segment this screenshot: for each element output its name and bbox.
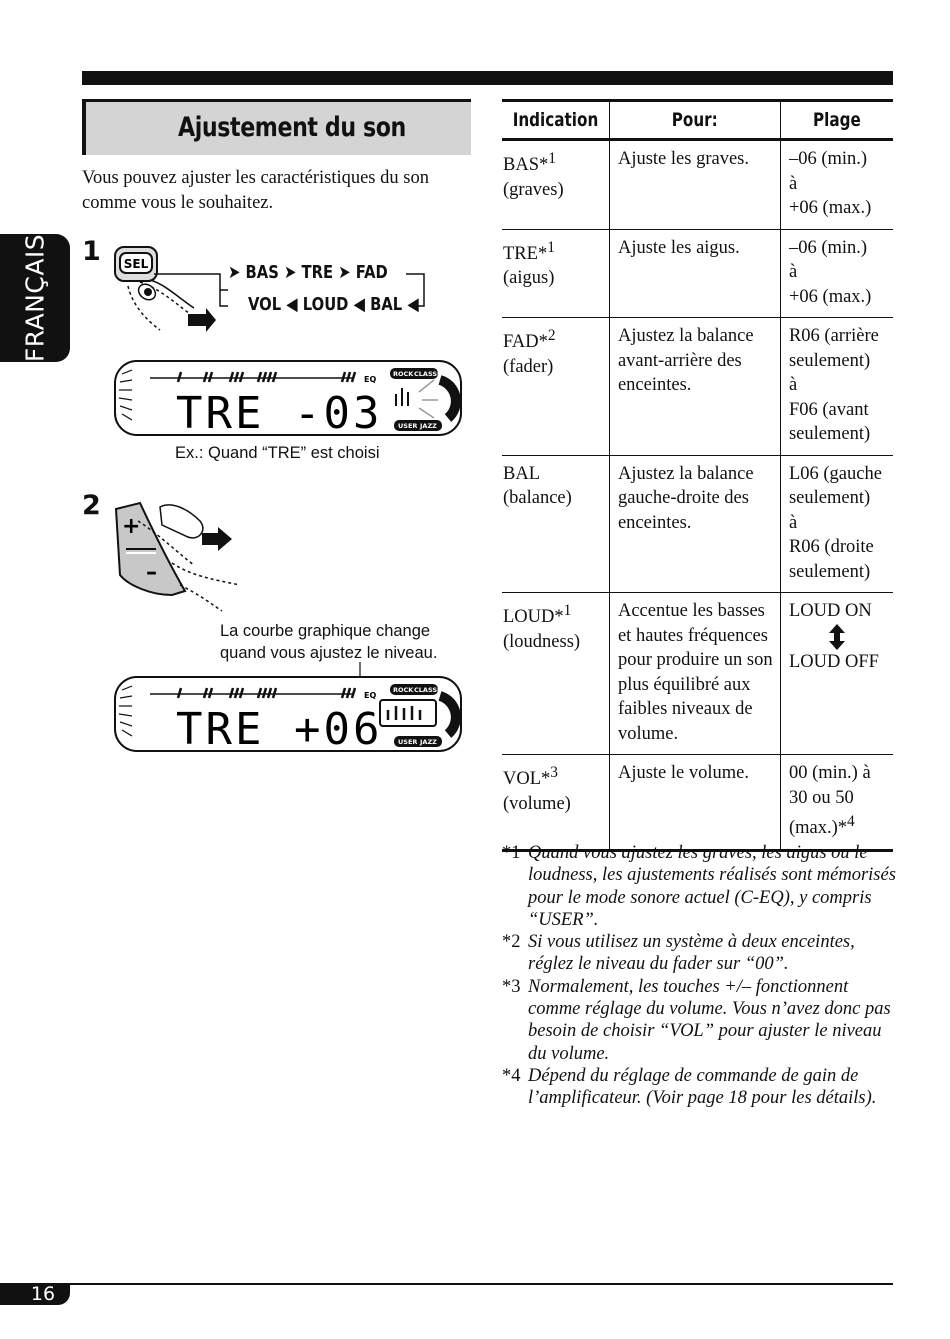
- cell-pour: Ajuste le volume.: [609, 755, 780, 851]
- lcd-text-1: TRE -03: [176, 388, 383, 436]
- flow-item-bas: BAS: [245, 262, 279, 283]
- sel-button-label: SEL: [123, 257, 149, 271]
- table-row: [502, 318, 893, 456]
- top-rule: [82, 71, 893, 85]
- table-row: [502, 229, 893, 318]
- intro-text: Vous pouvez ajuster les caractéristiques du son comme vous le souhaitez.: [82, 168, 429, 213]
- step-2-caption: [220, 620, 437, 664]
- flow-arrow-icon: ◀: [407, 294, 419, 315]
- cell-plage: 00 (min.) à 30 ou 50 (max.)*$^4$: [780, 755, 893, 851]
- page-number: 16: [30, 1283, 56, 1305]
- table-header-row: [502, 101, 893, 140]
- cell-plage: –06 (min.) à +06 (max.): [780, 140, 893, 230]
- step-2-number: 2: [82, 490, 101, 521]
- cell-indication: TRE*$^1$ (aigus): [502, 229, 609, 318]
- flow-item-bal: BAL: [370, 294, 403, 315]
- flow-item-vol: VOL: [248, 294, 282, 315]
- footnote: *3 Normalement, les touches +/– fonctionnent comme réglage du volume. Vous n’avez donc pas besoin de choisir “VOL” pour ajuster le niveau du volume.: [502, 976, 891, 1064]
- flow-item-loud: LOUD: [302, 294, 349, 315]
- cell-indication: FAD*$^2$ (fader): [502, 318, 609, 456]
- cell-pour: Ajustez la balance gauche-droite des enceintes.: [609, 455, 780, 593]
- eq-badge: EQ: [364, 375, 377, 384]
- step-2-caption-line-1: La courbe graphique change: [220, 622, 431, 640]
- flow-item-tre: TRE: [301, 262, 334, 283]
- col-header-plage: Plage: [780, 101, 893, 140]
- step-1-illustration: [110, 244, 440, 336]
- jazz-badge: JAZZ: [420, 738, 437, 746]
- language-tab-label: FRANÇAIS: [20, 233, 50, 363]
- lcd-display-2: [114, 662, 462, 752]
- minus-key-label: –: [146, 560, 157, 585]
- page-title: Ajustement du son: [178, 112, 406, 143]
- cell-plage: L06 (gauche seulement) à R06 (droite seulement): [780, 455, 893, 593]
- mode-flow-top: [228, 262, 388, 283]
- table-row: [502, 455, 893, 593]
- step-1-caption: Ex.: Quand “TRE” est choisi: [175, 444, 380, 462]
- bottom-rule: [0, 1283, 893, 1285]
- col-header-indication: Indication: [502, 101, 609, 140]
- flow-arrow-icon: ➤: [228, 262, 241, 283]
- cell-indication: VOL*$^3$ (volume): [502, 755, 609, 851]
- user-badge: USER: [398, 738, 418, 746]
- cell-indication: BAS*$^1$ (graves): [502, 140, 609, 230]
- step-1-number: 1: [82, 236, 101, 267]
- jazz-badge: JAZZ: [420, 422, 437, 430]
- cell-indication: LOUD*$^1$ (loudness): [502, 593, 609, 755]
- settings-table: [502, 99, 893, 852]
- flow-arrow-icon: ➤: [283, 262, 297, 283]
- section-title-box: [82, 99, 471, 155]
- table-row: [502, 755, 893, 851]
- rock-badge: ROCK: [393, 686, 414, 694]
- footnote: *4 Dépend du réglage de commande de gain de l’amplificateur. (Voir page 18 pour les détails).: [502, 1065, 877, 1109]
- footnote: *1 Quand vous ajustez les graves, les aigus ou le loudness, les ajustements réalisés sont mémorisés pour le mode sonore actuel (C-EQ), y compris “USER”.: [502, 843, 896, 930]
- flow-arrow-icon: ➤: [338, 262, 351, 283]
- classic-badge: CLASSIC: [414, 686, 445, 694]
- cell-pour: Accentue les basses et hautes fréquences pour produire un son plus équilibré aux faibles niveaux de volume.: [609, 593, 780, 755]
- press-point-icon: [144, 288, 152, 296]
- step-2-caption-line-2: quand vous ajustez le niveau.: [220, 644, 438, 662]
- press-arrow-icon: [188, 308, 216, 332]
- flow-arrow-icon: ◀: [353, 294, 365, 315]
- language-tab: [0, 234, 70, 362]
- press-arrow-icon: [202, 527, 232, 551]
- cell-plage: R06 (arrière seulement) à F06 (avant seulement): [780, 318, 893, 456]
- cell-pour: Ajustez la balance avant-arrière des enceintes.: [609, 318, 780, 456]
- cell-pour: Ajuste les aigus.: [609, 229, 780, 318]
- eq-badge: EQ: [364, 691, 377, 700]
- lcd-text-2: TRE +06: [176, 704, 383, 752]
- flow-arrow-icon: ◀: [286, 294, 298, 315]
- cell-plage: LOUD ON LOUD OFF: [780, 593, 893, 755]
- up-down-arrow-icon: [829, 624, 845, 650]
- classic-badge: CLASSIC: [414, 370, 445, 378]
- footnotes: [502, 842, 897, 1110]
- mode-flow-bottom: [248, 294, 419, 315]
- footnote: *2 Si vous utilisez un système à deux enceintes, réglez le niveau du fader sur “00”.: [502, 932, 855, 975]
- user-badge: USER: [398, 422, 418, 430]
- flow-item-fad: FAD: [355, 262, 388, 283]
- cell-indication: BAL (balance): [502, 455, 609, 593]
- table-row: [502, 593, 893, 755]
- table-row: [502, 140, 893, 230]
- plus-key-label: +: [122, 514, 141, 539]
- cell-plage: –06 (min.) à +06 (max.): [780, 229, 893, 318]
- page-number-tab: [0, 1283, 70, 1305]
- cell-pour: Ajuste les graves.: [609, 140, 780, 230]
- rock-badge: ROCK: [393, 370, 414, 378]
- lcd-display-1: [114, 360, 462, 436]
- col-header-pour: Pour:: [609, 101, 780, 140]
- step-2-illustration: [110, 495, 250, 613]
